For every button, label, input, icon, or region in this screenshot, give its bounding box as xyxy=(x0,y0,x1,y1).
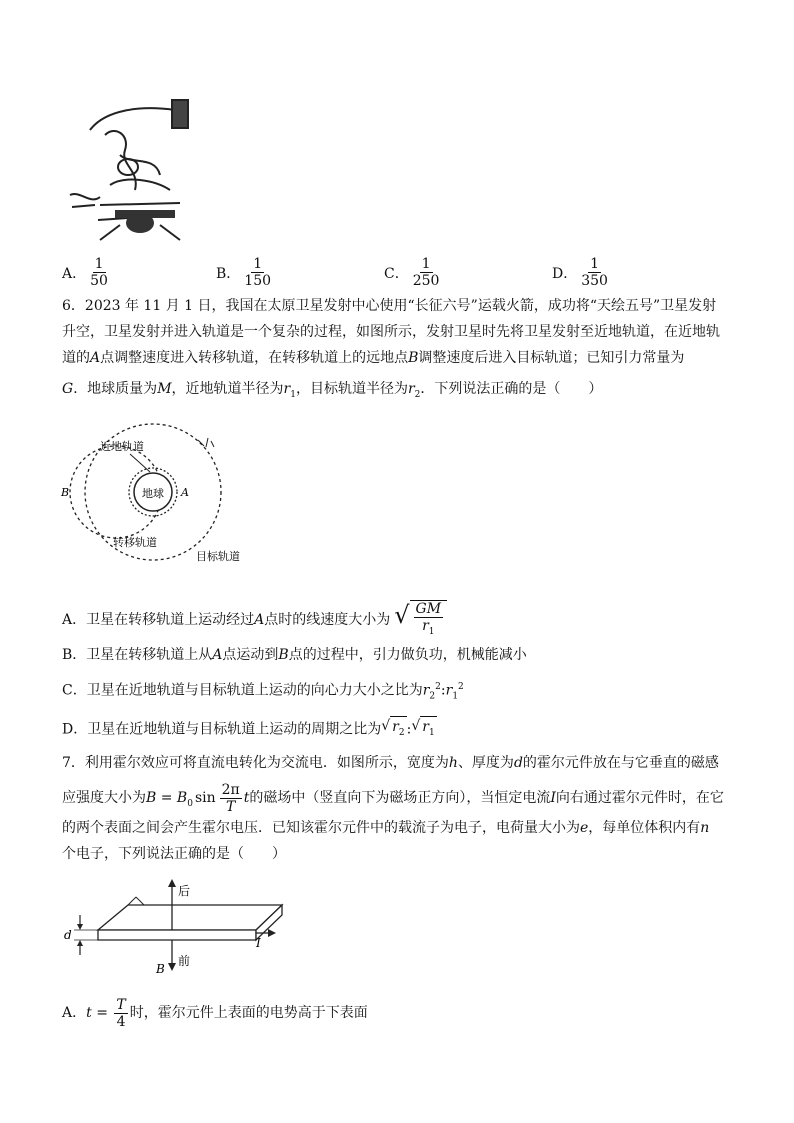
q7-line-3: 的两个表面之间会产生霍尔电压．已知该霍尔元件中的载流子为电子，电荷量大小为e，每单位体积内有n xyxy=(62,820,710,836)
fraction-denominator: 250 xyxy=(412,273,440,289)
fraction-denominator: 50 xyxy=(90,273,108,289)
q5-option-d[interactable] xyxy=(552,256,612,289)
q7-line-1: 7．利用霍尔效应可将直流电转化为交流电．如图所示，宽度为h、厚度为d的霍尔元件放在与它垂直的磁感 xyxy=(62,755,719,771)
option-label: A． xyxy=(62,265,87,282)
current-label: I xyxy=(256,936,261,950)
q7-line-4: 个电子，下列说法正确的是（ ） xyxy=(62,846,286,862)
fraction-denominator: 350 xyxy=(581,273,608,289)
hall-plate-front xyxy=(98,930,256,940)
q5-option-b[interactable] xyxy=(216,256,275,289)
q6-option-a[interactable]: A．卫星在转移轨道上运动经过A点时的线速度大小为 √ $\frac{GM}{r_1}$ xyxy=(62,600,447,640)
q6-line-1: 6．2023 年 11 月 1 日，我国在太原卫星发射中心使用“长征六号”运载火箭，成功将“天绘五号”卫星发射 xyxy=(62,298,717,314)
earth-label: 地球 xyxy=(142,487,164,500)
point-a-label: A xyxy=(181,486,189,499)
q7-line-2: 应强度大小为$B = B_0$ sin $\frac{2\pi}{T}$ t的磁场中（竖直向下为磁场正方向），当恒定电流I向右通过霍尔元件时，在它 xyxy=(62,781,724,815)
fraction-denominator: 150 xyxy=(244,273,272,289)
q5-option-c[interactable] xyxy=(384,256,443,289)
q6-option-c[interactable]: C．卫星在近地轨道与目标轨道上运动的向心力大小之比为$r_2^2:r_1^2$ xyxy=(62,682,464,702)
q6-line-3: 道的A点调整速度进入转移轨道，在转移轨道上的远地点B调整速度后进入目标轨道；已知引力常量为 xyxy=(62,350,685,366)
option-label: B． xyxy=(216,265,241,282)
q6-line-4: G．地球质量为M，近地轨道半径为$r_1$，目标轨道半径为$r_2$．下列说法正确的是（ ） xyxy=(62,381,603,400)
point-b-label: B xyxy=(61,486,70,499)
q6-orbit-diagram xyxy=(58,422,268,567)
target-orbit-label: 目标轨道 xyxy=(196,550,240,563)
back-label: 后 xyxy=(178,884,191,898)
q7-hall-diagram xyxy=(60,875,290,980)
option-label: D． xyxy=(552,265,578,282)
fraction-numerator: 1 xyxy=(421,256,431,272)
q5-option-a[interactable] xyxy=(62,256,112,289)
hall-plate-top xyxy=(98,905,282,930)
fraction-numerator: 1 xyxy=(94,256,104,272)
fraction-numerator: 1 xyxy=(253,256,263,272)
transfer-orbit-label: 转移轨道 xyxy=(113,536,157,549)
q7-option-a[interactable]: A．t = $\frac{T}{4}$ 时，霍尔元件上表面的电势高于下表面 xyxy=(62,996,368,1030)
front-label: 前 xyxy=(178,954,191,968)
b-label: B xyxy=(156,962,165,976)
d-label: d xyxy=(64,928,72,942)
near-orbit-label: 近地轨道 xyxy=(100,440,144,453)
q5-illustration xyxy=(60,95,190,245)
option-label: C． xyxy=(384,265,409,282)
q6-option-d[interactable]: D．卫星在近地轨道与目标轨道上运动的周期之比为 √ $r_2$ : √ $r_1$ xyxy=(62,716,437,743)
fraction-numerator: 1 xyxy=(590,256,600,272)
q6-option-b[interactable]: B．卫星在转移轨道上从A点运动到B点的过程中，引力做负功，机械能减小 xyxy=(62,647,527,663)
q6-line-2: 升空，卫星发射并进入轨道是一个复杂的过程，如图所示，发射卫星时先将卫星发射至近地轨道，在近地轨 xyxy=(62,324,720,340)
